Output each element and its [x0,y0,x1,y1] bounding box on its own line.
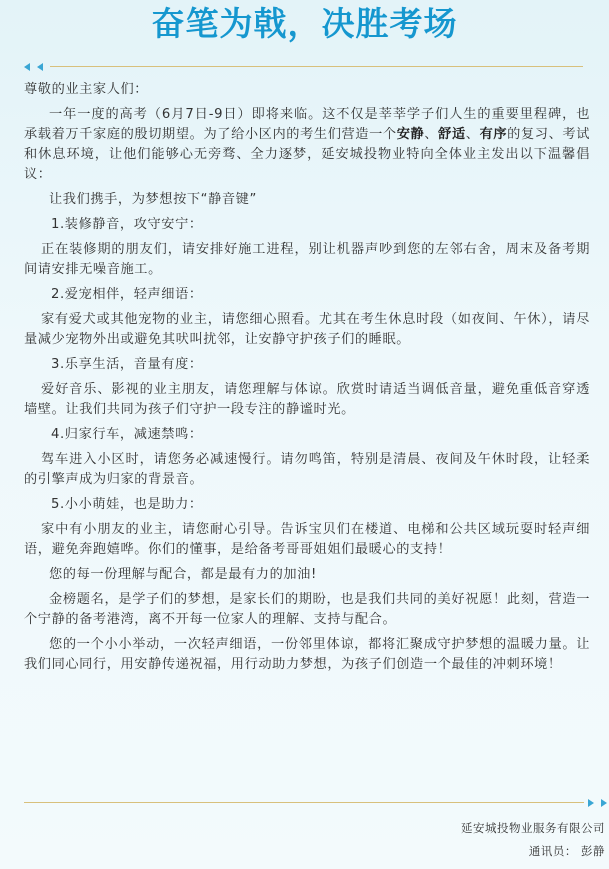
separator: 、 [424,127,439,142]
top-divider [0,60,609,74]
footer-reporter: 通讯员： 彭静 [528,844,605,858]
keyword-orderly: 有序 [479,127,508,142]
closing-paragraph: 金榜题名，是学子们的梦想，是家长们的期盼，也是我们共同的美好祝愿！此刻，营造一个宁静的备考港湾，离不开每一位家人的理解、支持与配合。 [24,592,590,627]
section-body: 家中有小朋友的业主，请您耐心引导。告诉宝贝们在楼道、电梯和公共区域玩耍时轻声细语，避免奔跑嬉哗。你们的懂事，是给备考哥哥姐姐们最暖心的支持！ [24,522,590,557]
divider-line [24,802,584,803]
intro-text: 一年一度的高考（6月7日-9日）即将来临。这不仅是莘莘学子们人生的重要里程碑，也承载着万千家庭的殷切期望。为了给小区内的考生们营造一个 [24,107,590,142]
bottom-divider [0,796,609,810]
section-heading: 5.小小萌娃，也是助力： [51,497,203,512]
keyword-comfortable: 舒适 [438,127,466,142]
intro-paragraph [24,105,590,185]
section-heading: 3.乐享生活，音量有度： [51,357,203,372]
arrow-left-icon [24,63,30,71]
arrow-right-icon [588,799,594,807]
section-body: 驾车进入小区时，请您务必减速慢行。请勿鸣笛，特别是清晨、夜间及午休时段，让轻柔的引擎声成为归家的背景音。 [24,452,590,487]
arrow-left-icon [37,63,43,71]
section-body: 爱好音乐、影视的业主朋友，请您理解与体谅。欣赏时请适当调低音量，避免重低音穿透墙壁。让我们共同为孩子们守护一段专注的静谧时光。 [24,382,590,417]
section-heading: 4.归家行车，减速禁鸣： [51,427,203,442]
section-heading: 1.装修静音，攻守安宁： [51,217,203,232]
section-heading: 2.爱宠相伴，轻声细语： [51,287,203,302]
separator: 、 [465,127,480,142]
greeting: 尊敬的业主家人们： [24,82,149,97]
lead-line: 让我们携手，为梦想按下“静音键” [49,192,257,207]
closing-paragraph: 您的每一份理解与配合，都是最有力的加油! [49,567,317,582]
keyword-quiet: 安静 [396,127,425,142]
section-body: 家有爱犬或其他宠物的业主，请您细心照看。尤其在考生休息时段（如夜间、午休），请尽量减少宠物外出或避免其吠叫扰邻，让安静守护孩子们的睡眠。 [24,312,590,347]
closing-paragraph: 您的一个小小举动，一次轻声细语，一份邻里体谅，都将汇聚成守护梦想的温暖力量。让我们同心同行，用安静传递祝福，用行动助力梦想，为孩子们创造一个最佳的冲刺环境！ [24,637,590,672]
intro-text: 的复习、考试和休息环境，让他们能够心无旁骛、全力逐梦，延安城投物业特向全体业主发出以下温馨倡议： [24,127,590,182]
section-body: 正在装修期的朋友们，请安排好施工进程，别让机器声吵到您的左邻右舍，周末及备考期间请安排无噪音施工。 [24,242,590,277]
footer-company: 延安城投物业服务有限公司 [461,821,605,835]
page-title: 奋笔为戟，决胜考场 [151,4,458,43]
letter-body [24,80,590,680]
arrow-right-icon [601,799,607,807]
divider-line [50,66,583,67]
